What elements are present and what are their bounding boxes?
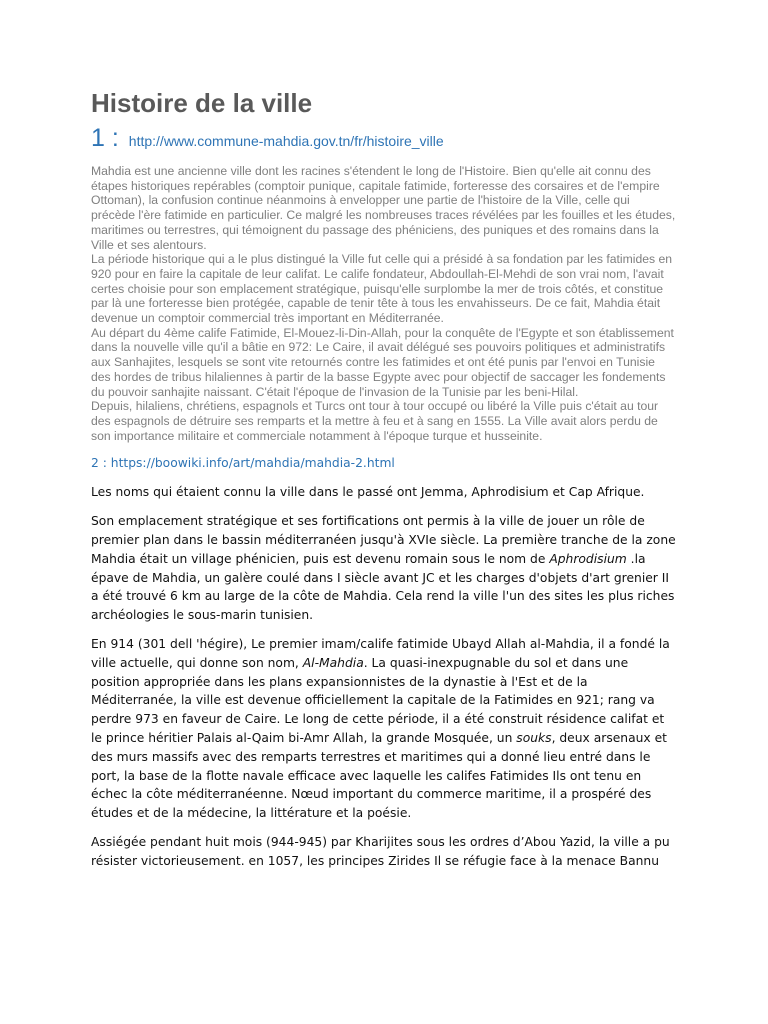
quoted-history-text [91,164,677,443]
quote-paragraph: Mahdia est une ancienne ville dont les racines s'étendent le long de l'Histoire. Bien qu'elle ait connu des étapes historiques repérables (comptoir punique, capitale fatimide, forteresse des corsaires et de l'empire Ottoman), la confusion continue néanmoins à envelopper une partie de l'histoire de la Ville, celle qui précède l'ère fatimide en particulier. Ce malgré les nombreuses traces révélées par les fouilles et les études, maritimes ou terrestres, qui témoignent du passage des phéniciens, des puniques et des romains dans la Ville et ses alentours. [91,164,676,252]
text-run: Son emplacement stratégique et ses fortifications ont permis à la ville de jouer un rôle de premier plan dans le bassin méditerranéen jusqu'à XVIe siècle. La première tranche de la zone Mahdia était un village phénicien, puis est devenu romain sous le nom de [91,514,676,566]
body-paragraph-fatimid [91,635,677,823]
text-run: , deux arsenaux et des murs massifs avec des remparts terrestres et maritimes qui a donné lieu entré dans le port, la base de la flotte navale efficace avec laquelle les califes Fatimides Ils ont tenu en échec la côte méditerranéenne. Nœud important du commerce maritime, il a prospéré des études et de la médecine, la littérature et la poésie. [91,730,667,821]
body-paragraph-siege: Assiégée pendant huit mois (944-945) par Kharijites sous les ordres d’Abou Yazid, la ville a pu résister victorieusement. en 1057, les principes Zirides Il se réfugie face à la menace Bannu [91,834,670,868]
text-run: . La quasi-inexpugnable du sol et dans une position appropriée dans les plans expansionnistes de la dynastie à l'Est et de la Méditerranée, la ville est devenue officiellement la capitale de la Fatimides en 921; rang va perdre 973 en faveur de Caire. Le long de cette période, il a été construit résidence califat et le prince héritier Palais al-Qaim bi-Amr Allah, la grande Mosquée, un [91,655,665,745]
document-page [91,86,677,871]
quote-paragraph: Depuis, hilaliens, chrétiens, espagnols et Turcs ont tour à tour occupé ou libéré la Ville puis c'était au tour des espagnols de détruire ses remparts et la mettre à feu et à sang en 1555. La Ville avait alors perdu de son importance militaire et commerciale notamment à l'époque turque et husseinite. [91,399,659,443]
reference-1 [91,124,677,154]
text-run: .la épave de Mahdia, un galère coulé dans I siècle avant JC et les charges d'objets d'art grenier II a été trouvé 6 km au large de la côte de Mahdia. Cela rend la ville l'un des sites les plus riches archéologies le sous-marin tunisien. [91,551,675,623]
page-title: Histoire de la ville [91,88,313,118]
quote-paragraph: La période historique qui a le plus distingué la Ville fut celle qui a présidé à sa fondation par les fatimides en 920 pour en faire la capitale de leur califat. Le calife fondateur, Abdoullah-El-Mehdi de son vrai nom, l'avait certes choisie pour son emplacement stratégique, puisqu'elle surplombe la mer de trois côtés, et constitue par là une forteresse bien protégée, capable de tenir tête à tous les envahisseurs. De ce fait, Mahdia était devenue un comptoir commercial très important en Méditerranée. [91,252,673,326]
italic-term: Al-Mahdia [302,655,364,670]
reference-2-link[interactable]: 2 : https://boowiki.info/art/mahdia/mahdia-2.html [91,456,395,471]
body-paragraph-names: Les noms qui étaient connu la ville dans le passé ont Jemma, Aphrodisium et Cap Afrique. [91,485,645,500]
quote-paragraph: Au départ du 4ème calife Fatimide, El-Mouez-li-Din-Allah, pour la conquête de l'Egypte et son établissement dans la nouvelle ville qu'il a bâtie en 972: Le Caire, il avait délégué ses pouvoirs politiques et administratifs aux Sanhajites, lesquels se sont vite retournés contre les fatimides et ont été punis par l'envoi en Tunisie des hordes de tribus hilaliennes à partir de la basse Egypte avec pour objectif de saccager les fondements du pouvoir sanhajite naissant. C'était l'époque de l'invasion de la Tunisie par les beni-Hilal. [91,325,674,399]
italic-term: souks [516,730,552,745]
reference-1-number: 1 : [91,124,119,152]
body-paragraph-location [91,512,677,625]
italic-term: Aphrodisium [549,551,627,566]
text-run: En 914 (301 dell 'hégire), Le premier imam/calife fatimide Ubayd Allah al-Mahdia, il a fondé la ville actuelle, qui donne son nom, [91,636,670,670]
reference-1-link[interactable]: http://www.commune-mahdia.gov.tn/fr/histoire_ville [128,133,444,149]
